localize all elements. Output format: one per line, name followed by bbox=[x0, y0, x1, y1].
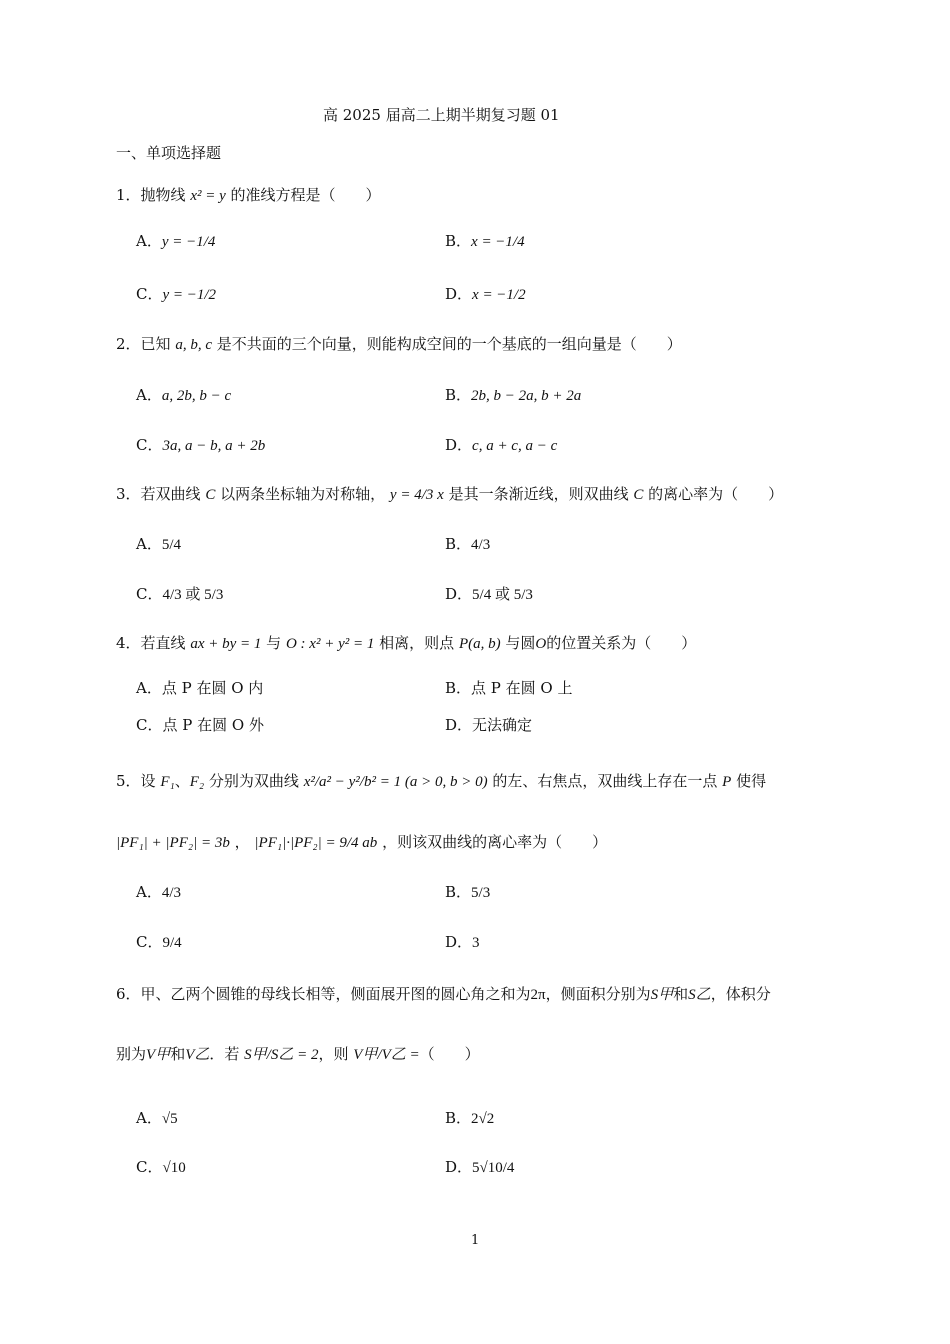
q4-circle: O : x² + y² = 1 bbox=[285, 636, 375, 652]
q2-option-c: C．3a, a − b, a + 2b bbox=[136, 436, 266, 454]
question-2 bbox=[116, 333, 682, 354]
question-5-line-2: |PF₁| + |PF₂| = 3b ， |PF₁|·|PF₂| = 9/4 ab ，则该双曲线的离心率为（ ） bbox=[116, 833, 608, 851]
question-1 bbox=[116, 184, 381, 205]
section-heading: 一、单项选择题 bbox=[116, 144, 222, 162]
page-title: 高 2025 届高二上期半期复习题 01 bbox=[323, 106, 560, 124]
q1-option-c: C．y = −1/2 bbox=[136, 285, 217, 303]
question-6-line-1: 6．甲、乙两个圆锥的母线长相等，侧面展开图的圆心角之和为2π，侧面积分别为S甲和S乙，体积分 bbox=[116, 985, 771, 1003]
q3-asymptote: y = 4/3 x bbox=[389, 487, 444, 503]
q2-vectors: a, b, c bbox=[175, 337, 212, 353]
q2-option-a: A．a, 2b, b − c bbox=[136, 386, 232, 404]
question-5-line-1: 5．设 F₁、F₂ 分别为双曲线 x²/a² − y²/b² = 1 (a > 0, b > 0) 的左、右焦点，双曲线上存在一点 P 使得 bbox=[116, 772, 767, 790]
q5-option-a: A．4/3 bbox=[136, 883, 182, 901]
page-number: 1 bbox=[471, 1233, 480, 1248]
q3-option-d: D．5/4 或 5/3 bbox=[445, 585, 533, 603]
q6-option-d: D．5√10/4 bbox=[445, 1158, 515, 1176]
q1-option-a: A．y = −1/4 bbox=[136, 232, 216, 250]
q4-line: ax + by = 1 bbox=[190, 636, 262, 652]
q1-suffix: 的准线方程是（ ） bbox=[230, 186, 381, 204]
q6-option-c: C．√10 bbox=[136, 1158, 186, 1176]
q1-option-b: B．x = −1/4 bbox=[445, 232, 525, 250]
question-3: 3．若双曲线 C 以两条坐标轴为对称轴， y = 4/3 x 是其一条渐近线，则双曲线 C 的离心率为（ ） bbox=[116, 485, 784, 503]
q3-option-b: B．4/3 bbox=[445, 535, 491, 553]
q5-condition-sum: |PF₁| + |PF₂| = 3b bbox=[116, 835, 230, 851]
q3-option-a: A．5/4 bbox=[136, 535, 182, 553]
q4-option-b: B．点 P 在圆 O 上 bbox=[445, 679, 573, 697]
question-6-line-2: 别为V甲和V乙．若 S甲/S乙 = 2，则 V甲/V乙 =（ ） bbox=[116, 1045, 480, 1063]
q3-curve-c: C bbox=[205, 487, 216, 503]
question-4: 4．若直线 ax + by = 1 与 O : x² + y² = 1 相离，则点 P(a, b) 与圆O的位置关系为（ ） bbox=[116, 634, 697, 652]
q5-option-b: B．5/3 bbox=[445, 883, 491, 901]
q6-option-a: A．√5 bbox=[136, 1109, 178, 1127]
q2-option-b: B．2b, b − 2a, b + 2a bbox=[445, 386, 582, 404]
q5-condition-product: |PF₁|·|PF₂| = 9/4 ab bbox=[254, 835, 378, 851]
q4-point: P(a, b) bbox=[458, 636, 501, 652]
q4-option-d: D．无法确定 bbox=[445, 716, 533, 734]
q6-option-b: B．2√2 bbox=[445, 1109, 495, 1127]
q3-option-c: C．4/3 或 5/3 bbox=[136, 585, 224, 603]
q1-option-d: D．x = −1/2 bbox=[445, 285, 526, 303]
q5-option-c: C．9/4 bbox=[136, 933, 182, 951]
q1-prefix: 1．抛物线 bbox=[116, 186, 186, 204]
q2-suffix: 是不共面的三个向量，则能构成空间的一个基底的一组向量是（ ） bbox=[216, 335, 682, 353]
q6-volume-ratio: V甲/V乙 = bbox=[353, 1047, 420, 1063]
q5-hyperbola: x²/a² − y²/b² = 1 (a > 0, b > 0) bbox=[303, 774, 488, 790]
q4-option-a: A．点 P 在圆 O 内 bbox=[136, 679, 264, 697]
q1-equation: x² = y bbox=[190, 188, 226, 204]
q2-option-d: D．c, a + c, a − c bbox=[445, 436, 558, 454]
q5-option-d: D．3 bbox=[445, 933, 480, 951]
q6-area-ratio: S甲/S乙 = 2 bbox=[244, 1047, 319, 1063]
q4-option-c: C．点 P 在圆 O 外 bbox=[136, 716, 264, 734]
q2-prefix: 2．已知 bbox=[116, 335, 171, 353]
